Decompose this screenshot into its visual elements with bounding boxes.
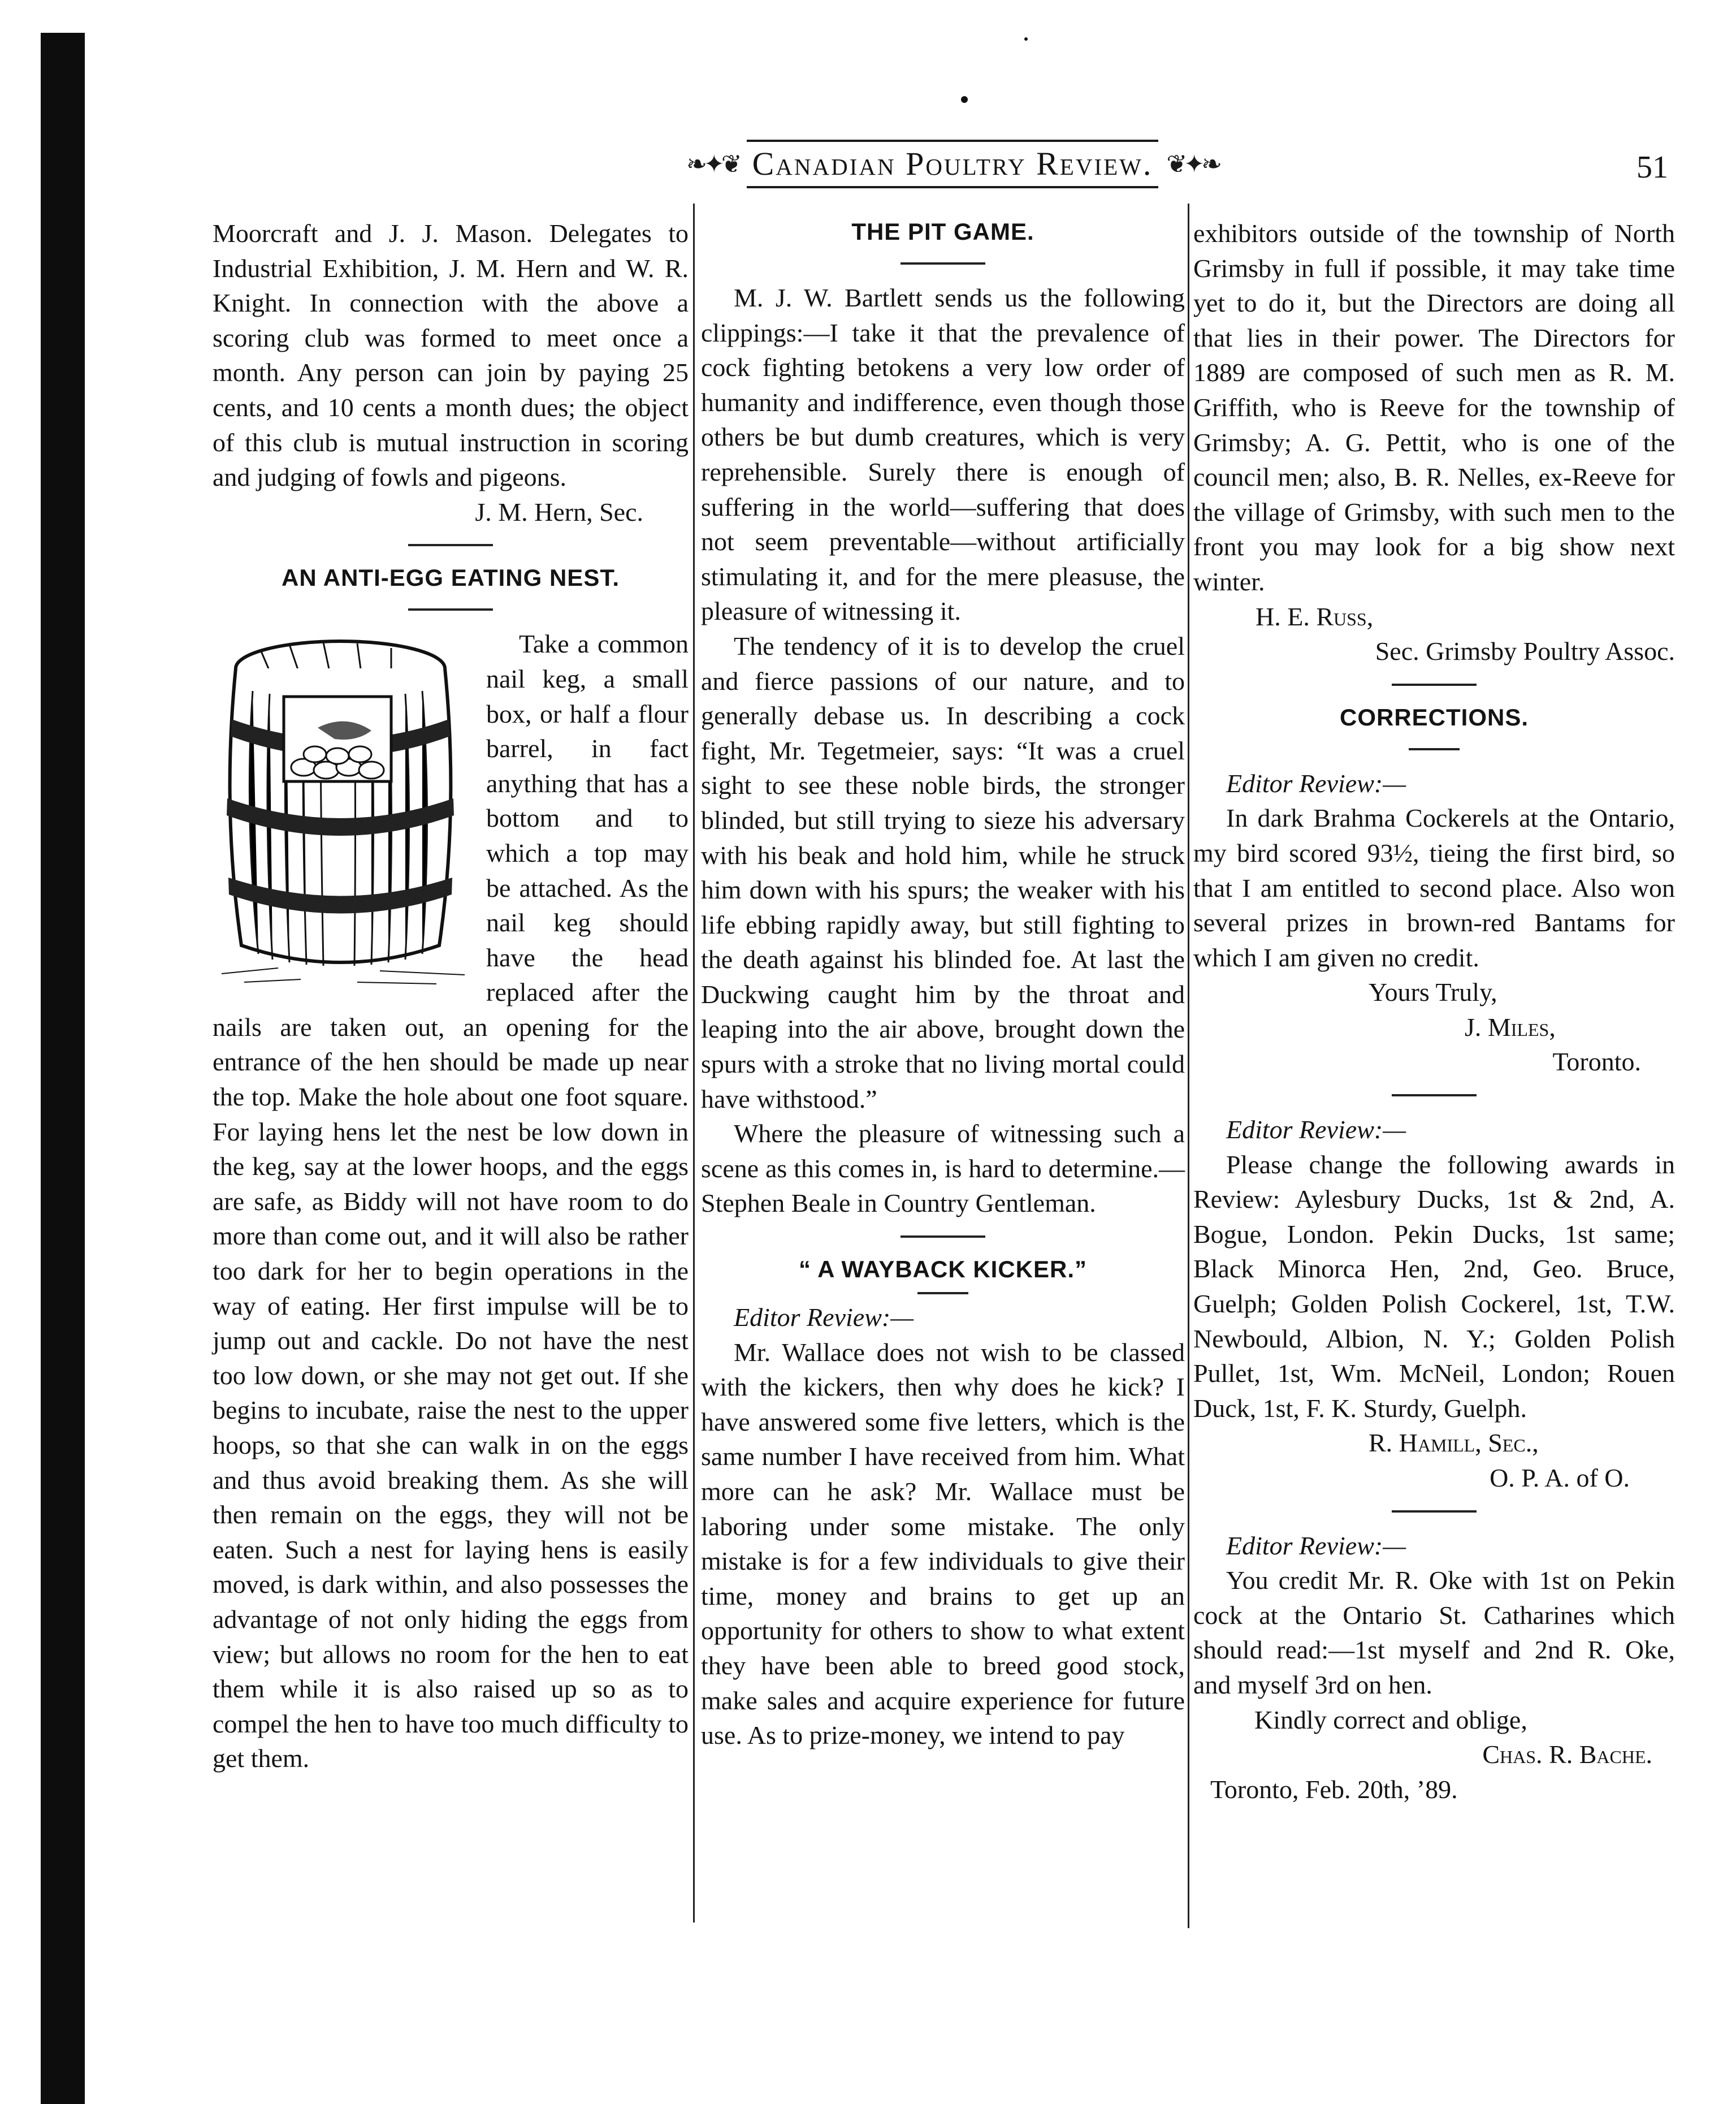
paragraph: Please change the following awards in Review: Aylesbury Ducks, 1st & 2nd, A. Bogue, London. Pekin Ducks, 1st same; Black Minorca Hen, 2nd, Geo. Bruce, Guelph; Golden Polish Cockerel, 1st, T.W. Newbould, Albion, N. Y.; Golden Polish Pullet, 1st, Wm. McNeil, London; Rouen Duck, 1st, F. K. Sturdy, Guelph. bbox=[1193, 1150, 1675, 1423]
section-divider bbox=[1392, 1510, 1477, 1513]
paragraph: Where the pleasure of witnessing such a scene as this comes in, is hard to determine.—Stephen Beale in Country Gentleman. bbox=[701, 1119, 1185, 1218]
nail-keg-icon bbox=[210, 629, 476, 991]
journal-title: Canadian Poultry Review. bbox=[747, 140, 1159, 188]
salutation: Editor Review:— bbox=[1226, 1115, 1406, 1144]
heading-rule bbox=[901, 262, 985, 265]
signature-name: Chas. R. Bache. bbox=[1482, 1740, 1652, 1769]
paragraph: The tendency of it is to develop the cruel and fierce passions of our nature, and to generally debase us. In describing a cock fight, Mr. Tegetmeier, says: “It was a cruel sight to see these noble birds, the stronger blinded, but still trying to sieze his adversary with his beak and hold him, while he struck him down with his spurs; the weaker with his life ebbing rapidly away, but still fighting to the death against his blinded foe. At last the Duckwing caught him by the throat and leaping into the air above, brought down the spurs with a stroke that no living mortal could have withstood.” bbox=[701, 631, 1185, 1113]
heading-rule bbox=[1409, 748, 1460, 750]
paragraph: exhibitors outside of the township of North Grimsby in full if possible, it may take time yet to do it, but the Directors are doing all that lies in their power. The Directors for 1889 are composed of such men as R. M. Griffith, who is Reeve for the township of Grimsby; A. G. Pettit, who is one of the council men; also, B. R. Nelles, ex-Reeve for the village of Grimsby, with such men to the front you may look for a big show next winter. bbox=[1193, 219, 1675, 596]
section-divider bbox=[1392, 684, 1477, 686]
paragraph: Kindly correct and oblige, bbox=[1254, 1705, 1527, 1734]
masthead-ornament-left: ❧✦❦ bbox=[686, 150, 739, 178]
page-binding-edge bbox=[41, 33, 85, 2104]
signature-name: H. E. Russ, bbox=[1256, 602, 1374, 631]
article-heading: AN ANTI-EGG EATING NEST. bbox=[281, 564, 620, 591]
paragraph: Moorcraft and J. J. Mason. Delegates to Industrial Exhibition, J. M. Hern and W. R. Knight. In connection with the above a scoring club was formed to meet once a month. Any person can join by paying 25 cents, and 10 cents a month dues; the object of this club is mutual instruction in scoring and judging of fowls and pigeons. bbox=[213, 219, 689, 492]
salutation: Editor Review:— bbox=[734, 1303, 914, 1332]
paragraph: Mr. Wallace does not wish to be classed with the kickers, then why does he kick? I have answered some five letters, which is the same number I have received from him. What more can he ask? Mr. Wallace must be laboring under some mistake. The only mistake is for a few individuals to give their time, money and brains to get up an opportunity for others to show to what extent they have been able to breed good stock, make sales and acquire experience for future use. As to prize-money, we intend to pay bbox=[701, 1337, 1185, 1750]
column-3 bbox=[1193, 216, 1675, 1807]
signature-name: R. Hamill, Sec., bbox=[1369, 1428, 1539, 1458]
column-2 bbox=[701, 216, 1185, 1753]
signature-place: Toronto. bbox=[1552, 1047, 1641, 1077]
paragraph: You credit Mr. R. Oke with 1st on Pekin cock at the Ontario St. Catharines which should read:—1st myself and 2nd R. Oke, and myself 3rd on hen. bbox=[1193, 1566, 1675, 1699]
masthead-ornament-right: ❦✦❧ bbox=[1166, 150, 1219, 178]
paragraph: M. J. W. Bartlett sends us the following clippings:—I take it that the prevalence of cock fighting betokens a very low order of humanity and indifference, even though those others be but dumb creatures, which is very reprehensible. Surely there is enough of suffering in the world—suffering that does not seem preventable—without artificially stimulating it, and for the mere pleasuse, the pleasure of witnessing it. bbox=[701, 283, 1185, 626]
dateline: Toronto, Feb. 20th, ’89. bbox=[1210, 1774, 1458, 1804]
column-1 bbox=[213, 216, 689, 1776]
ink-speck bbox=[1024, 37, 1028, 41]
signature-title: Sec. Grimsby Poultry Assoc. bbox=[1375, 637, 1675, 666]
column-rule bbox=[1188, 204, 1189, 1928]
heading-rule bbox=[408, 608, 493, 611]
heading-rule bbox=[917, 1292, 968, 1294]
paragraph: In dark Brahma Cockerels at the Ontario, my bird scored 93½, tieing the first bird, so that I am entitled to second place. Also won several prizes in brown-red Bantams for which I am given no credit. bbox=[1193, 803, 1675, 972]
paragraph: Take a common nail keg, a small box, or half a flour barrel, in fact anything that has a bottom and to which a top may be attached. As the nail keg should have the head replaced after the nails are taken out, an opening for the entrance of the hen should be made up near the top. Make the hole about one foot square. For laying hens let the nest be low down in the keg, say at the lower hoops, and the eggs are safe, as Biddy will not have room to do more than come out, and it will also be rather too dark for her to begin operations in the way of eating. Her first impulse will be to jump out and cackle. Do not have the nest too low down, or she may not get out. If she begins to incubate, raise the nest to the upper hoops, so that she can walk in on the eggs and thus avoid breaking them. As she will then remain on the eggs, they will not be eaten. Such a nest for laying hens is easily moved, is dark within, and also possesses the advantage of not only hiding the eggs from view; but allows no room for the hen to eat them while it is also raised up so as to compel the hen to have too much difficulty to get them. bbox=[213, 629, 689, 1773]
salutation: Editor Review:— bbox=[1226, 1531, 1406, 1560]
section-divider bbox=[1392, 1094, 1477, 1096]
column-rule bbox=[693, 204, 695, 1922]
section-divider bbox=[408, 544, 493, 546]
barrel-illustration bbox=[210, 629, 476, 991]
signature-org: O. P. A. of O. bbox=[1490, 1463, 1630, 1492]
closing: Yours Truly, bbox=[1369, 978, 1497, 1007]
article-heading: THE PIT GAME. bbox=[851, 218, 1034, 245]
masthead bbox=[676, 136, 1230, 192]
article-heading: “ A WAYBACK KICKER.” bbox=[798, 1256, 1088, 1283]
section-divider bbox=[901, 1235, 985, 1238]
salutation: Editor Review:— bbox=[1226, 768, 1406, 798]
signature-name: J. Miles, bbox=[1465, 1012, 1556, 1042]
section-heading: CORRECTIONS. bbox=[1339, 703, 1529, 731]
page-number: 51 bbox=[1637, 150, 1668, 185]
signature: J. M. Hern, Sec. bbox=[475, 497, 643, 526]
ink-speck bbox=[961, 96, 968, 103]
